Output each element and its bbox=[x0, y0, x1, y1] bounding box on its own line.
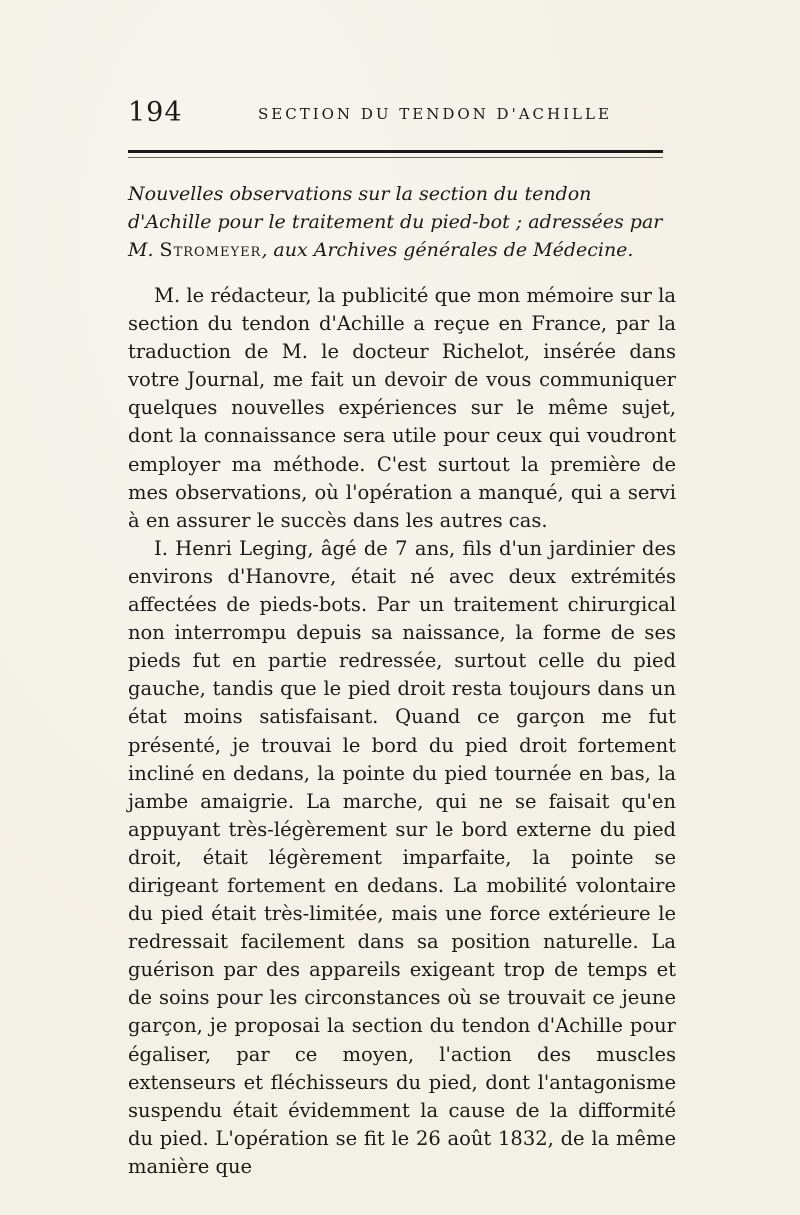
paragraph-observation-1: I. Henri Leging, âgé de 7 ans, fils d'un jardinier des environs d'Hanovre, était né avec deux extrémités affectées de pieds-bots. Par un traitement chirurgical non interrompu depuis sa naissance, la forme de ses pieds fut en partie redressée, surtout celle du pied gauche, tandis que le pied droit resta toujours dans un état moins satisfaisant. Quand ce garçon me fut présenté, je trouvai le bord du pied droit fortement incliné en dedans, la pointe du pied tournée en bas, la jambe amaigrie. La marche, qui ne se faisait qu'en appuyant très-légèrement sur le bord externe du pied droit, était légèrement imparfaite, la pointe se dirigeant fortement en dedans. La mobilité volontaire du pied était très-limitée, mais une force extérieure le redressait facilement dans sa position naturelle. La guérison par des appareils exigeant trop de temps et de soins pour les circonstances où se trouvait ce jeune garçon, je proposai la section du tendon d'Achille pour égaliser, par ce moyen, l'action des muscles extenseurs et fléchisseurs du pied, dont l'antagonisme suspendu était évidemment la cause de la difformité du pied. L'opération se fit le 26 août 1832, de la même manière que bbox=[128, 536, 676, 1178]
article-title bbox=[128, 180, 676, 264]
article-body bbox=[128, 282, 676, 1181]
paragraph-intro: M. le rédacteur, la publicité que mon mémoire sur la section du tendon d'Achille a reçue en France, par la traduction de M. le docteur Richelot, insérée dans votre Journal, me fait un devoir de vous communiquer quelques nouvelles expériences sur le même sujet, dont la connaissance sera utile pour ceux qui voudront employer ma méthode. C'est surtout la première de mes observations, où l'opération a manqué, qui a servi à en assurer le succès dans les autres cas. bbox=[128, 284, 676, 532]
header-rule bbox=[128, 150, 663, 153]
page-number: 194 bbox=[128, 97, 183, 128]
article-author: Stromeyer bbox=[159, 239, 262, 261]
page-header bbox=[128, 98, 672, 128]
running-title: SECTION DU TENDON D'ACHILLE bbox=[258, 105, 612, 123]
article-title-text: Nouvelles observations sur la section du tendon d'Achille pour le traitement du pied-bot ; adressées par M. bbox=[128, 183, 663, 261]
article-title-end: , aux Archives générales de Médecine. bbox=[261, 239, 634, 261]
